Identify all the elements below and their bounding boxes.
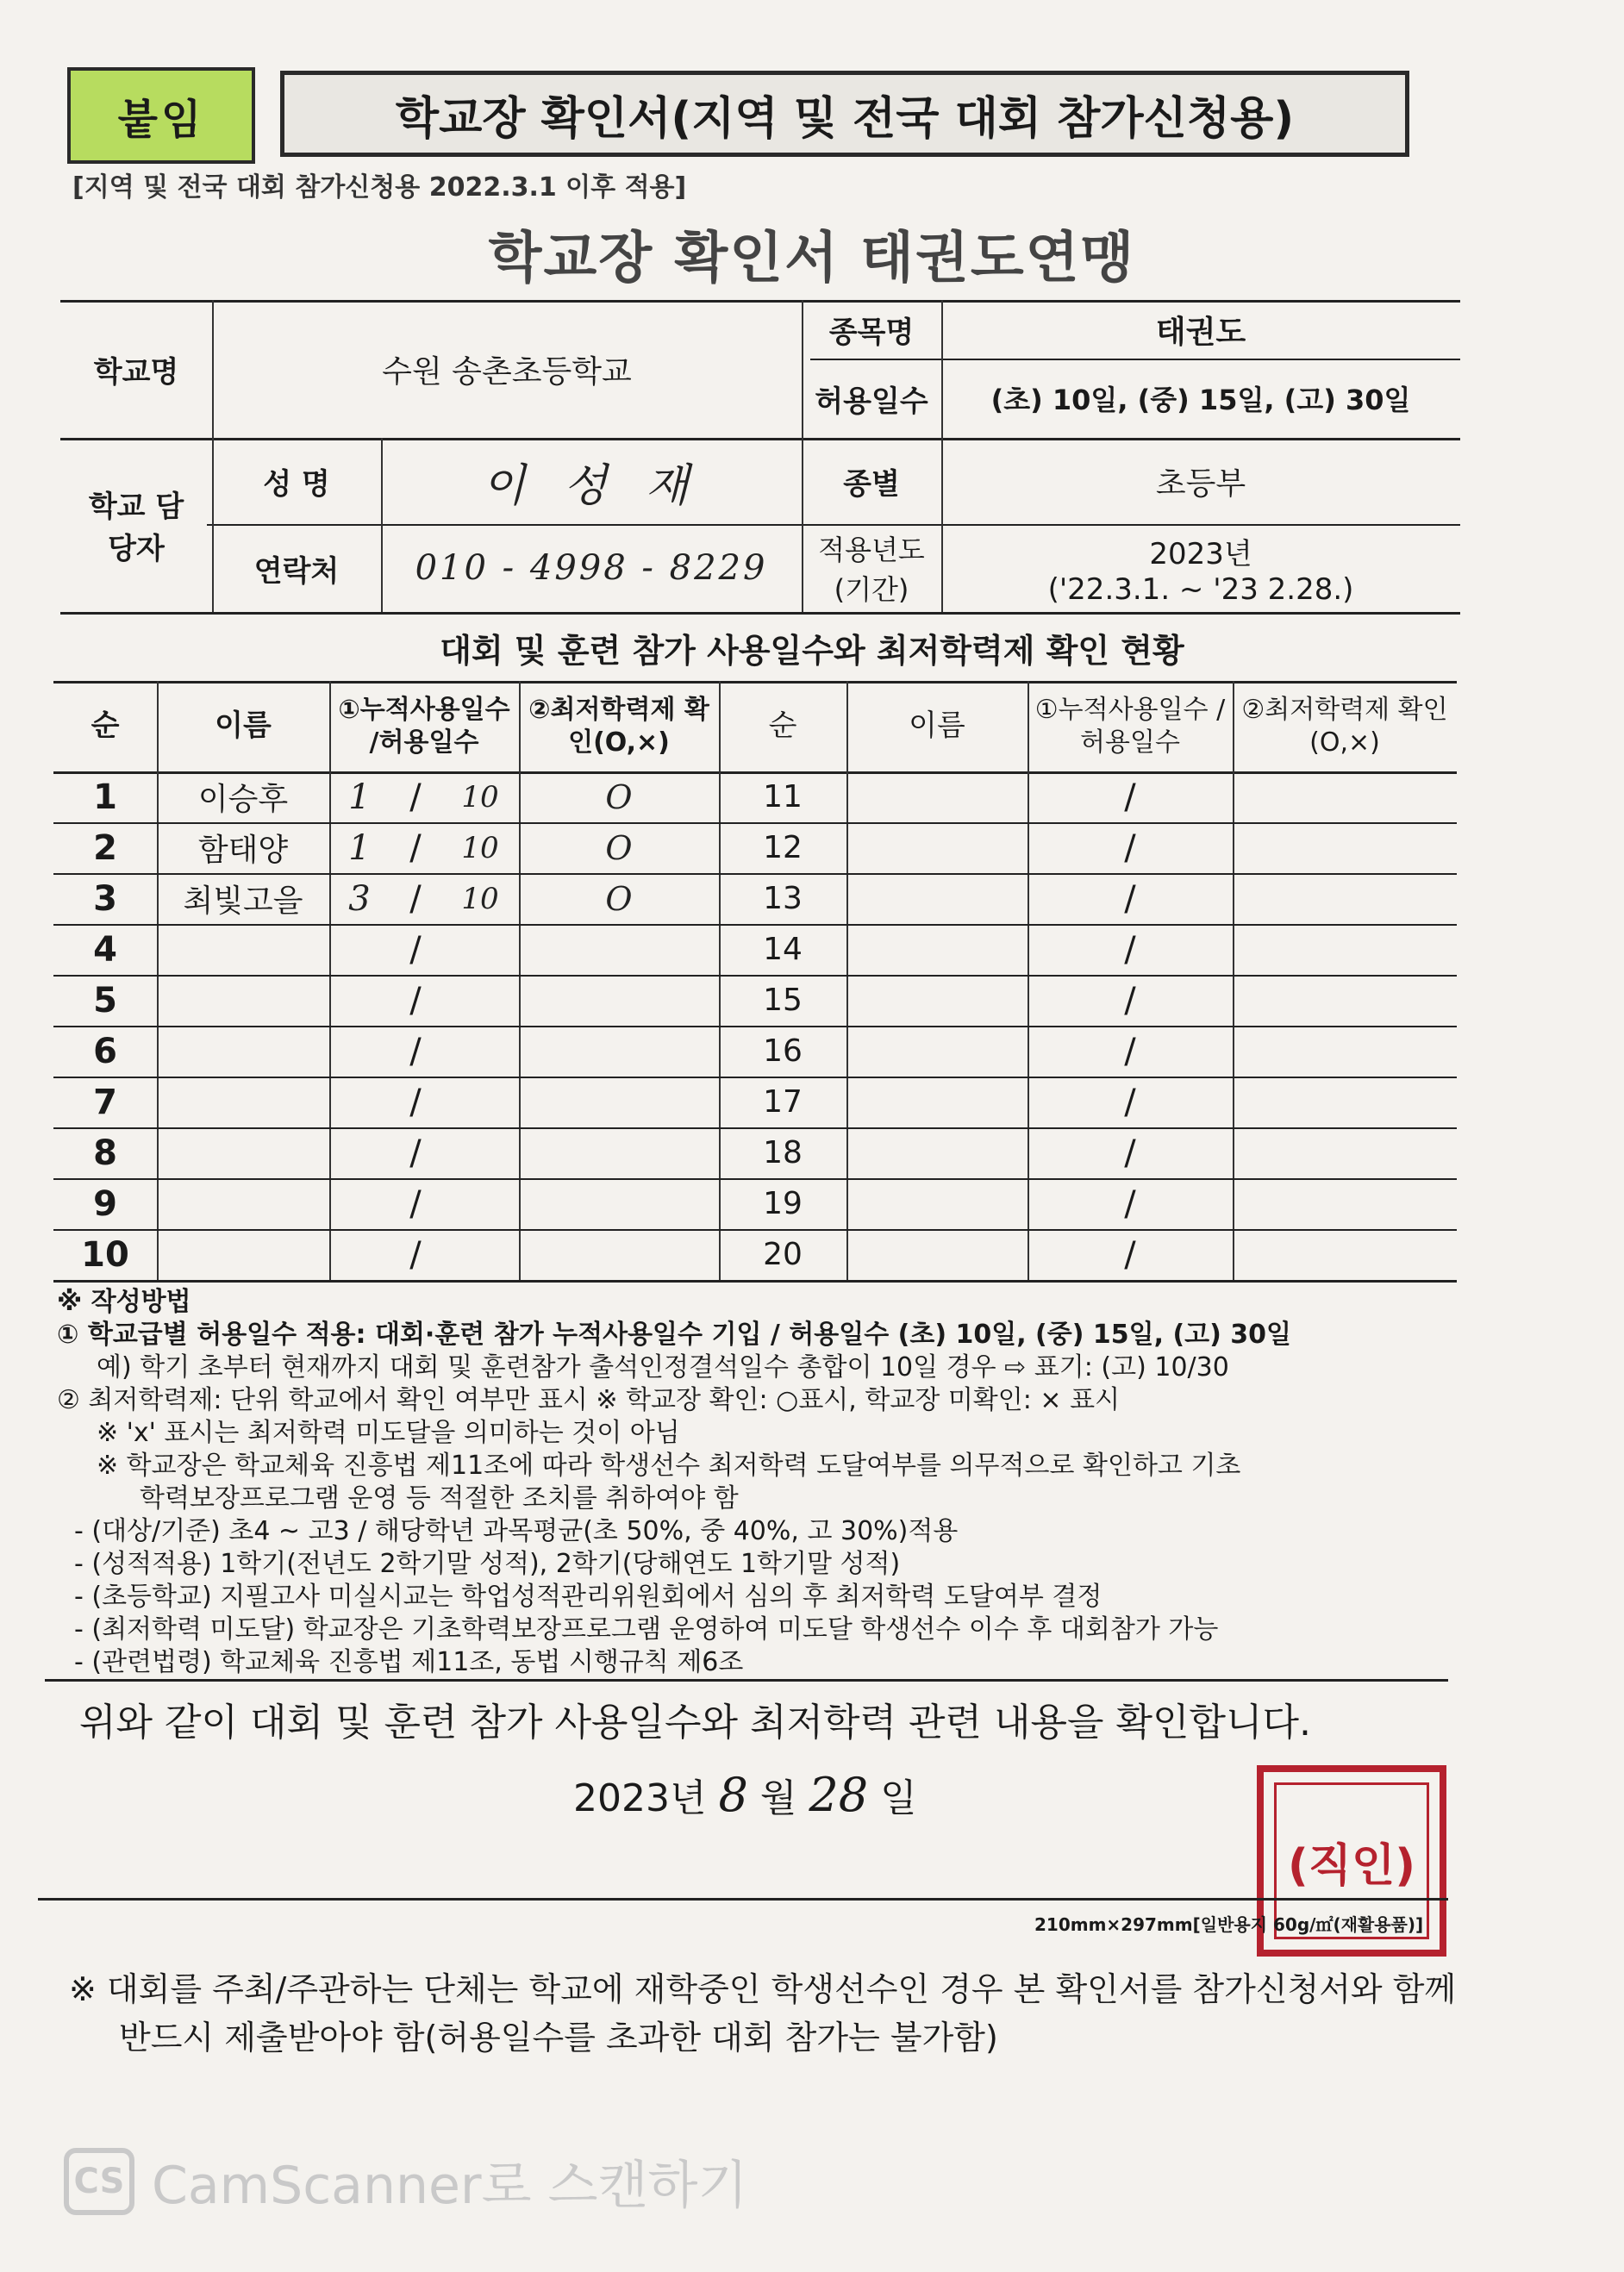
days-separator: /: [409, 1031, 422, 1071]
used-days: [329, 924, 390, 975]
year-label: 적용년도 (기간): [818, 534, 925, 606]
name-label: 성 명: [263, 466, 330, 502]
row-number: 9: [93, 1183, 117, 1224]
academic-check: [519, 924, 719, 975]
attachment-tag: 붙임: [67, 67, 255, 164]
allowed-days: [441, 1229, 519, 1280]
section-title: 대회 및 훈련 참가 사용일수와 최저학력제 확인 현황: [440, 632, 1184, 670]
year-cell: [941, 524, 1460, 612]
days-separator: /: [409, 827, 422, 868]
footnote-line-2: 반드시 제출받아야 함(허용일수를 초과한 대회 참가는 불가함): [119, 2019, 998, 2057]
date-day: 28: [809, 1768, 869, 1822]
academic-check: [519, 1127, 719, 1178]
header-academic-right: ②최저학력제 확인(O,×): [1241, 695, 1448, 758]
submission-footnote: [69, 1965, 1465, 2062]
date-month-label: 월: [759, 1776, 797, 1820]
event-value: 태권도: [1155, 314, 1246, 350]
row-number: 15: [763, 983, 803, 1018]
footnote-line-1: ※ 대회를 주최/주관하는 단체는 학교에 재학중인 학생선수인 경우 본 확인서를 참가신청서와 함께: [69, 1970, 1457, 2008]
notes-title: ※ 작성방법: [57, 1287, 191, 1317]
allowed-days-value: (초) 10일, (중) 15일, (고) 30일: [990, 384, 1411, 416]
camscanner-watermark: [64, 2144, 747, 2219]
allowed-days: [441, 1077, 519, 1127]
allowed-days-label: 허용일수: [815, 384, 928, 419]
row-number: 16: [763, 1033, 803, 1069]
row-number: 4: [93, 929, 117, 970]
row-number: 10: [81, 1234, 129, 1275]
academic-check: O: [605, 828, 633, 867]
header-days: ①누적사용일수 /허용일수: [338, 695, 510, 758]
row-number: 18: [763, 1135, 803, 1170]
athlete-name: [157, 1127, 329, 1178]
bottom-divider: [38, 1898, 1448, 1901]
applicability-note: [지역 및 전국 대회 참가신청용 2022.3.1 이후 적용]: [72, 172, 687, 203]
note-line: ② 최저학력제: 단위 학교에서 확인 여부만 표시 ※ 학교장 확인: ○표시, 학교장 미확인: × 표시: [57, 1385, 1121, 1415]
days-separator: /: [409, 1234, 422, 1275]
row-number: 8: [93, 1133, 117, 1173]
used-days: 3: [348, 878, 371, 919]
athlete-name: 함태양: [197, 833, 289, 868]
days-separator: /: [1124, 1082, 1136, 1122]
days-separator: /: [409, 980, 422, 1021]
camscanner-icon: CS: [64, 2148, 134, 2215]
days-separator: /: [1124, 929, 1136, 970]
manager-name-value: 이 성 재: [482, 459, 701, 512]
athlete-name: [157, 1229, 329, 1280]
note-line: ※ 'x' 표시는 최저학력 미도달을 의미하는 것이 아님: [97, 1418, 680, 1448]
note-line: - (초등학교) 지필고사 미실시교는 학업성적관리위원회에서 심의 후 최저학력 도달여부 결정: [74, 1582, 1102, 1612]
year-value: 2023년: [1149, 536, 1252, 571]
row-number: 14: [763, 932, 803, 967]
school-info-table: [60, 300, 1460, 612]
row-number: 12: [763, 830, 803, 865]
academic-check: O: [605, 777, 633, 816]
row-number: 13: [763, 881, 803, 916]
manager-label: 학교 담당자: [88, 490, 184, 566]
row-number: 11: [763, 779, 803, 815]
used-days: [329, 1127, 390, 1178]
allowed-days: [441, 1127, 519, 1178]
note-line: - (성적적용) 1학기(전년도 2학기말 성적), 2학기(당해연도 1학기말 성적): [74, 1549, 901, 1579]
note-line: ① 학교급별 허용일수 적용: 대회·훈련 참가 누적사용일수 기입 / 허용일수 (초) 10일, (중) 15일, (고) 30일: [57, 1320, 1292, 1350]
seal-text: (직인): [1288, 1839, 1415, 1892]
note-line: - (관련법령) 학교체육 진흥법 제11조, 동법 시행규칙 제6조: [74, 1647, 744, 1677]
used-days: [329, 975, 390, 1026]
allowed-days: [441, 924, 519, 975]
allowed-days: 10: [461, 881, 499, 916]
days-separator: /: [1124, 980, 1136, 1021]
contact-value: 010 - 4998 - 8229: [415, 548, 768, 588]
allowed-days: [441, 975, 519, 1026]
event-label: 종목명: [828, 315, 915, 350]
category-value: 초등부: [1155, 465, 1246, 502]
academic-check: [519, 1178, 719, 1229]
watermark-text: CamScanner로 스캔하기: [152, 2156, 748, 2216]
days-separator: /: [409, 929, 422, 970]
athlete-name: [157, 975, 329, 1026]
faded-heading: 학교장 확인서 태권도연맹: [488, 227, 1136, 290]
issue-date: [573, 1767, 917, 1822]
days-separator: /: [409, 777, 422, 817]
academic-check: [519, 1026, 719, 1077]
athlete-name: 최빛고을: [183, 883, 303, 919]
header-name: 이름: [215, 708, 272, 744]
year-period: ('22.3.1. ~ '23 2.28.): [1047, 571, 1354, 607]
days-separator: /: [409, 1082, 422, 1122]
date-day-label: 일: [880, 1776, 917, 1820]
academic-check: [519, 1229, 719, 1280]
days-separator: /: [409, 1133, 422, 1173]
header-academic: ②최저학력제 확인(O,×): [528, 695, 709, 758]
allowed-days: 10: [461, 779, 499, 815]
row-number: 6: [93, 1031, 117, 1071]
document-title: 학교장 확인서(지역 및 전국 대회 참가신청용): [280, 71, 1409, 157]
row-number: 2: [93, 827, 117, 868]
notes-divider: [45, 1679, 1448, 1682]
note-line: 예) 학기 초부터 현재까지 대회 및 훈련참가 출석인정결석일수 총합이 10일 경우 ⇨ 표기: (고) 10/30: [97, 1352, 1229, 1383]
days-separator: /: [1124, 827, 1136, 868]
school-label: 학교명: [93, 354, 179, 390]
days-separator: /: [409, 878, 422, 919]
row-number: 20: [763, 1237, 803, 1272]
days-separator: /: [1124, 1234, 1136, 1275]
row-number: 7: [93, 1082, 117, 1122]
allowed-days: [441, 1026, 519, 1077]
used-days: 1: [348, 827, 371, 868]
date-month: 8: [718, 1768, 748, 1822]
athlete-name: [157, 924, 329, 975]
contact-label: 연락처: [253, 553, 340, 589]
row-number: 1: [93, 777, 117, 817]
academic-check: [519, 975, 719, 1026]
note-line: 학력보장프로그램 운영 등 적절한 조치를 취하여야 함: [140, 1483, 739, 1514]
header-name-right: 이름: [909, 708, 965, 744]
days-separator: /: [1124, 777, 1136, 817]
athlete-name: [157, 1178, 329, 1229]
school-value: 수원 송촌초등학교: [382, 353, 632, 390]
writing-instructions: [57, 1286, 1471, 1679]
used-days: [329, 1026, 390, 1077]
row-number: 5: [93, 980, 117, 1021]
athlete-name: [157, 1026, 329, 1077]
paper-size-note: 210mm×297mm[일반용지 60g/㎡(재활용품)]: [1034, 1914, 1424, 1935]
used-days: 1: [348, 777, 371, 817]
athlete-name: [157, 1077, 329, 1127]
academic-check: [519, 1077, 719, 1127]
confirmation-statement: 위와 같이 대회 및 훈련 참가 사용일수와 최저학력 관련 내용을 확인합니다.: [79, 1701, 1311, 1745]
allowed-days: 10: [461, 830, 499, 865]
athlete-name: 이승후: [197, 782, 289, 817]
date-year: 2023년: [573, 1776, 707, 1820]
note-line: - (대상/기준) 초4 ~ 고3 / 해당학년 과목평균(초 50%, 중 40%, 고 30%)적용: [74, 1516, 959, 1546]
used-days: [329, 1077, 390, 1127]
row-number: 19: [763, 1186, 803, 1221]
row-number: 17: [763, 1084, 803, 1120]
days-separator: /: [1124, 1031, 1136, 1071]
header-no-right: 순: [768, 708, 797, 744]
academic-check: O: [605, 879, 633, 918]
category-label: 종별: [843, 466, 900, 502]
row-number: 3: [93, 878, 117, 919]
header-days-right: ①누적사용일수 /허용일수: [1034, 695, 1226, 758]
header-no: 순: [91, 708, 120, 744]
allowed-days: [441, 1178, 519, 1229]
used-days: [329, 1178, 390, 1229]
days-separator: /: [409, 1183, 422, 1224]
used-days: [329, 1229, 390, 1280]
days-separator: /: [1124, 878, 1136, 919]
days-separator: /: [1124, 1183, 1136, 1224]
note-line: ※ 학교장은 학교체육 진흥법 제11조에 따라 학생선수 최저학력 도달여부를 의무적으로 확인하고 기초: [97, 1451, 1241, 1481]
participation-table: [53, 681, 1457, 1280]
note-line: - (최저학력 미도달) 학교장은 기초학력보장프로그램 운영하여 미도달 학생선수 이수 후 대회참가 가능: [74, 1614, 1219, 1645]
days-separator: /: [1124, 1133, 1136, 1173]
